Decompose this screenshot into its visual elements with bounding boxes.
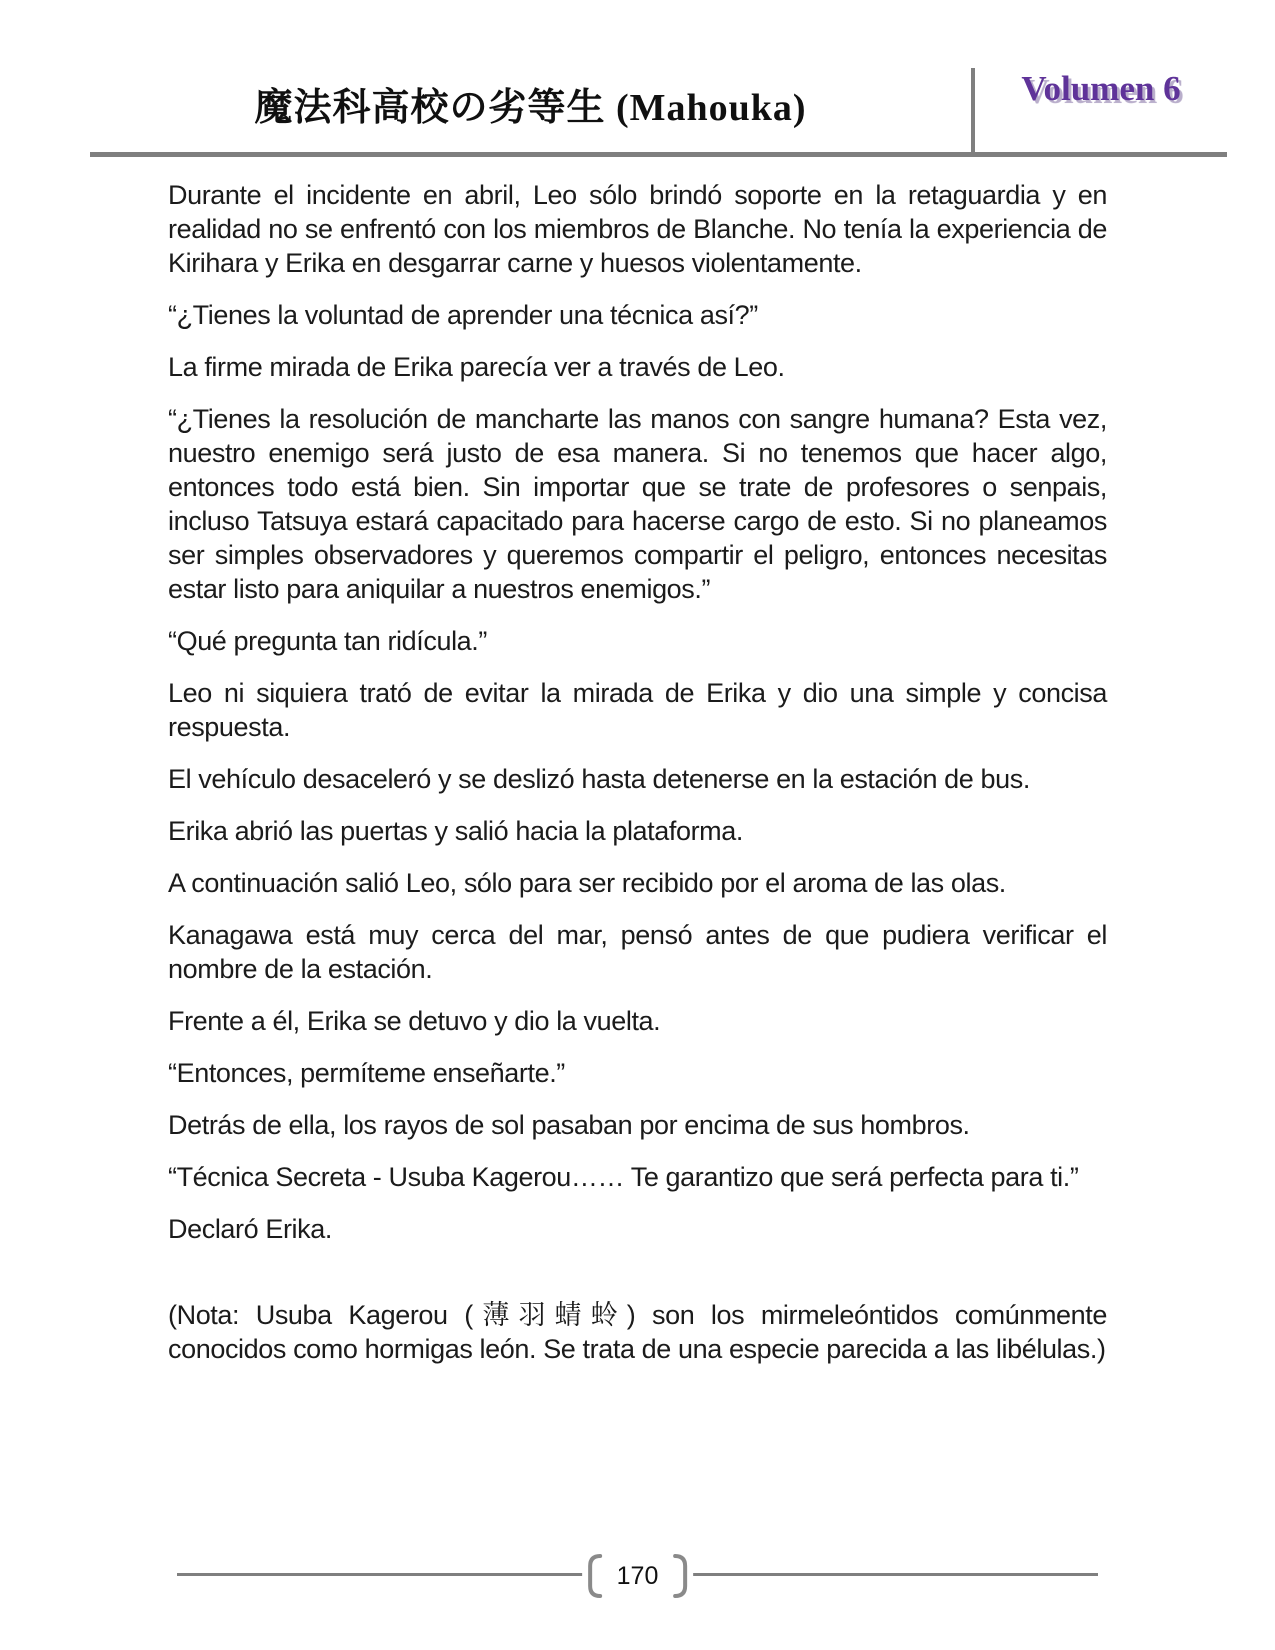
paragraph: Detrás de ella, los rayos de sol pasaban por encima de sus hombros. <box>168 1110 970 1140</box>
paragraph: Frente a él, Erika se detuvo y dio la vuelta. <box>168 1006 661 1036</box>
paragraph: “¿Tienes la resolución de mancharte las manos con sangre humana? Esta vez, nuestro enemigo será justo de esa manera. Si no tenemos que hacer algo, entonces todo está bien. Sin importar que se trate de profesores o senpais, incluso Tatsuya estará capacitado para hacerse cargo de esto. Si no planeamos ser simples observadores y queremos compartir el peligro, entonces necesitas estar listo para aniquilar a nuestros enemigos.” <box>168 404 1107 604</box>
page-number-block <box>582 1552 694 1600</box>
page-footer <box>177 1552 1098 1600</box>
paragraph: “Entonces, permíteme enseñarte.” <box>168 1058 565 1088</box>
header-rule <box>90 152 1227 157</box>
page-number: 170 <box>616 1561 659 1590</box>
volume-label: Volumen 6 <box>1021 69 1181 108</box>
page-number-bracket-right-icon <box>672 1553 689 1599</box>
document-title: 魔法科高校の劣等生 (Mahouka) <box>254 87 807 129</box>
paragraph: Durante el incidente en abril, Leo sólo brindó soporte en la retaguardia y en realidad no se enfrentó con los miembros de Blanche. No tenía la experiencia de Kirihara y Erika en desgarrar carne y huesos violentamente. <box>168 180 1107 278</box>
paragraph: Leo ni siquiera trató de evitar la mirada de Erika y dio una simple y concisa respuesta. <box>168 678 1107 742</box>
paragraph: A continuación salió Leo, sólo para ser recibido por el aroma de las olas. <box>168 868 1006 898</box>
paragraph: “Qué pregunta tan ridícula.” <box>168 626 487 656</box>
paragraph: Erika abrió las puertas y salió hacia la plataforma. <box>168 816 743 846</box>
paragraph: El vehículo desaceleró y se deslizó hasta detenerse en la estación de bus. <box>168 764 1030 794</box>
paragraph: La firme mirada de Erika parecía ver a través de Leo. <box>168 352 785 382</box>
page-header <box>90 55 1227 152</box>
paragraph: Kanagawa está muy cerca del mar, pensó antes de que pudiera verificar el nombre de la estación. <box>168 920 1107 984</box>
paragraph: “Técnica Secreta - Usuba Kagerou…… Te garantizo que será perfecta para ti.” <box>168 1162 1079 1192</box>
paragraph: Declaró Erika. <box>168 1214 332 1244</box>
header-volume-cell <box>975 55 1227 152</box>
paragraph: (Nota: Usuba Kagerou (薄羽蜻蛉) son los mirmeleóntidos comúnmente conocidos como hormigas león. Se trata de una especie parecida a las libélulas.) <box>168 1300 1107 1364</box>
page-number-bracket-left-icon <box>586 1553 603 1599</box>
header-title-cell <box>90 55 971 152</box>
page-body <box>168 178 1107 1384</box>
paragraph <box>168 1264 1107 1298</box>
paragraph: “¿Tienes la voluntad de aprender una técnica así?” <box>168 300 758 330</box>
